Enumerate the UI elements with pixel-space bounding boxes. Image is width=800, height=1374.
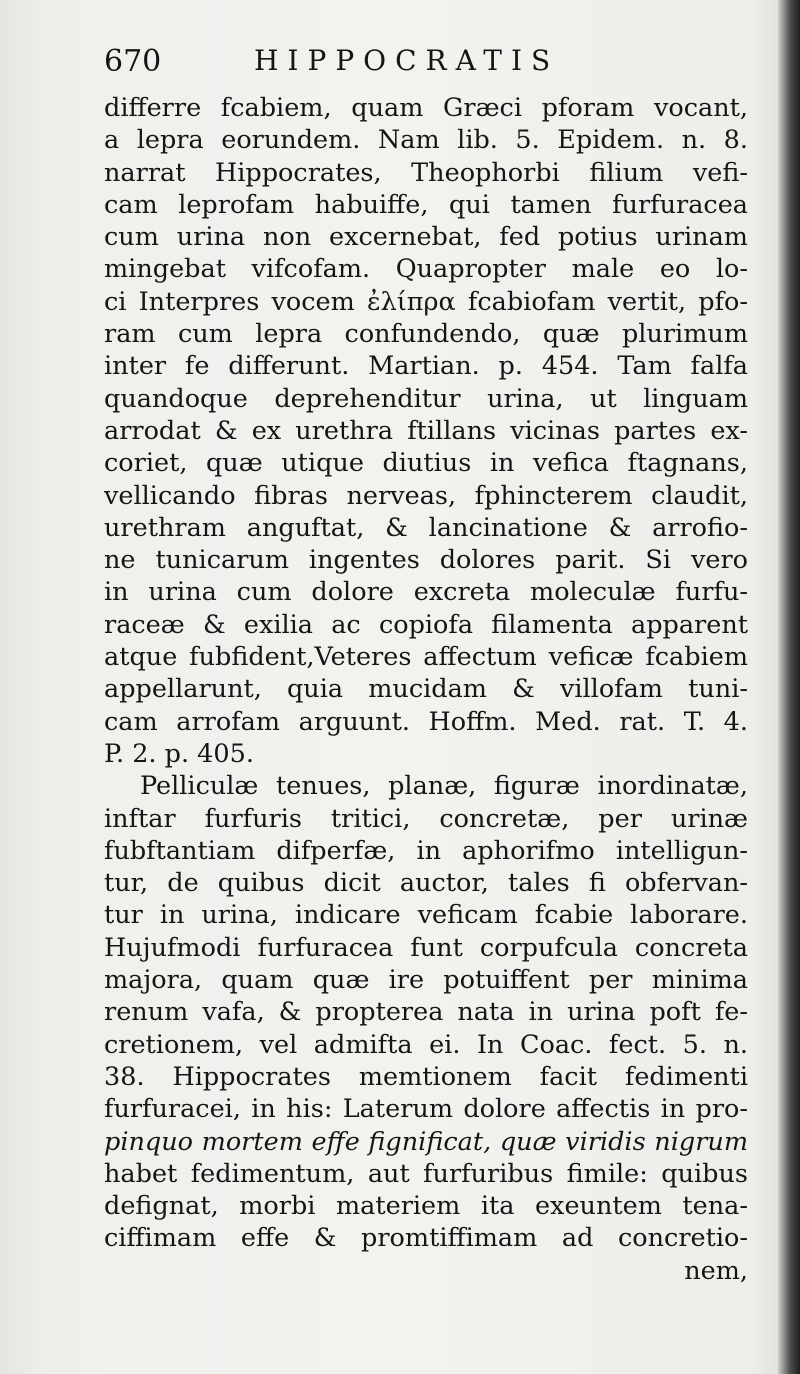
text-line: urethram anguftat, & lancinatione & arrofio- <box>104 512 748 543</box>
text-line: ci Interpres vocem ἐλίπρα fcabiofam vertit, pfo- <box>104 286 748 317</box>
text-line: cretionem, vel admifta ei. In Coac. fect. 5. n. <box>104 1029 748 1060</box>
text-line: ciffimam effe & promtiffimam ad concretio- <box>104 1223 748 1254</box>
text-line: furfuracei, in his: Laterum dolore affectis in pro- <box>104 1094 748 1125</box>
text-line: tur, de quibus dicit auctor, tales fi obfervan- <box>104 868 748 899</box>
text-line: ne tunicarum ingentes dolores parit. Si vero <box>104 545 748 576</box>
text-line: P. 2. p. 405. <box>104 738 254 769</box>
text-line: cum urina non excernebat, fed potius urinam <box>104 222 748 253</box>
italic-quote-line: pinquo mortem effe fignificat, quæ viridis nigrum <box>104 1126 748 1157</box>
catchword-line: nem, <box>684 1255 748 1286</box>
paragraph-start-line: Pelliculæ tenues, planæ, figuræ inordinatæ, <box>140 771 748 802</box>
text-line: inter fe differunt. Martian. p. 454. Tam falfa <box>104 351 748 382</box>
text-line: differre fcabiem, quam Græci pforam vocant, <box>104 93 748 123</box>
page-edge-shadow <box>778 0 800 1374</box>
text-line: mingebat vifcofam. Quapropter male eo lo- <box>104 254 748 285</box>
text-line: Hujufmodi furfuracea funt corpufcula concreta <box>104 932 748 963</box>
text-line: fubftantiam difperfæ, in aphorifmo intelligun- <box>104 835 748 866</box>
text-line: tur in urina, indicare veficam fcabie laborare. <box>104 900 748 931</box>
body-text <box>104 92 748 1287</box>
text-line: raceæ & exilia ac copiofa filamenta apparent <box>104 609 748 640</box>
text-line: 38. Hippocrates memtionem facit fedimenti <box>104 1061 748 1092</box>
text-line: defignat, morbi materiem ita exeuntem tena- <box>104 1191 748 1222</box>
text-line: majora, quam quæ ire potuiffent per minima <box>104 965 748 996</box>
page-header <box>104 44 744 90</box>
text-line: atque fubfident,Veteres affectum veficæ fcabiem <box>104 642 748 673</box>
text-line: appellarunt, quia mucidam & villofam tuni- <box>104 674 748 705</box>
page-number: 670 <box>104 44 162 79</box>
text-line: coriet, quæ utique diutius in vefica ftagnans, <box>104 448 748 479</box>
running-head: HIPPOCRATIS <box>254 44 560 77</box>
text-line: habet fedimentum, aut furfuribus fimile: quibus <box>104 1158 748 1189</box>
text-line: renum vafa, & propterea nata in urina poft fe- <box>104 997 748 1028</box>
text-line: cam leprofam habuiffe, qui tamen furfuracea <box>104 189 748 220</box>
text-line: cam arrofam arguunt. Hoffm. Med. rat. T. 4. <box>104 706 748 737</box>
text-line: vellicando fibras nerveas, fphincterem claudit, <box>104 480 748 511</box>
text-line: a lepra eorundem. Nam lib. 5. Epidem. n. 8. <box>104 125 748 156</box>
text-line: quandoque deprehenditur urina, ut linguam <box>104 383 748 414</box>
text-line: arrodat & ex urethra ftillans vicinas partes ex- <box>104 415 748 446</box>
text-line: inftar furfuris tritici, concretæ, per urinæ <box>104 803 748 834</box>
text-line: narrat Hippocrates, Theophorbi filium vefi- <box>104 157 748 188</box>
text-line: in urina cum dolore excreta moleculæ furfu- <box>104 577 748 608</box>
text-line: ram cum lepra confundendo, quæ plurimum <box>104 319 748 350</box>
